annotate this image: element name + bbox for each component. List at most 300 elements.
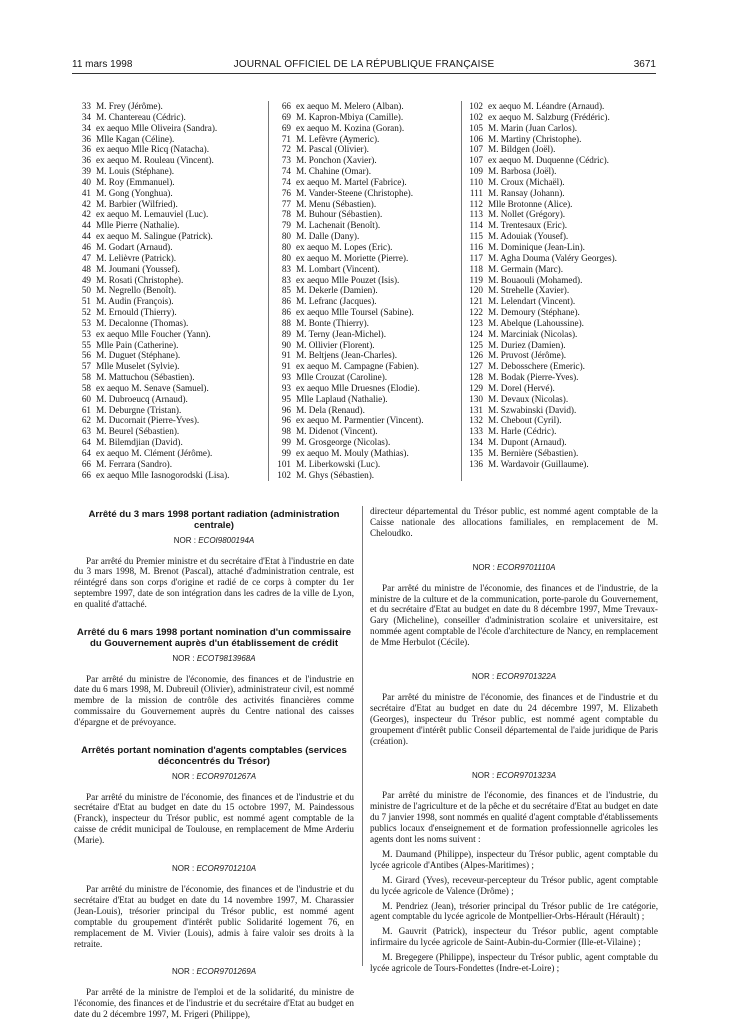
rank-number: 125 <box>469 339 483 350</box>
ranking-entry <box>466 361 662 372</box>
rank-number: 73 <box>281 155 291 166</box>
rank-number: 53 <box>81 328 91 339</box>
rank-number: 85 <box>281 285 291 296</box>
rank-number: 42 <box>81 209 91 220</box>
rank-number: 66 <box>281 101 291 111</box>
ranking-entry <box>274 296 470 307</box>
candidate-name: M. Bildgen (Joël). <box>488 144 556 155</box>
nor-reference: NOR : ECOT9813968A <box>172 653 256 663</box>
rank-number: 57 <box>81 361 91 372</box>
candidate-name: M. Vander-Steene (Christophe). <box>296 187 414 198</box>
rank-number: 119 <box>469 274 483 285</box>
ranking-entry <box>74 242 270 253</box>
ranking-entry <box>274 372 470 383</box>
rank-number: 72 <box>281 144 291 155</box>
ranking-entry <box>74 177 270 188</box>
candidate-name: M. Buhour (Sébastien). <box>296 209 383 220</box>
ranking-entry <box>466 123 662 134</box>
rank-number: 111 <box>469 187 483 198</box>
rank-number: 102 <box>277 469 291 480</box>
decree-heading-radiation: Arrêté du 3 mars 1998 portant radiation (administration centrale) <box>88 509 340 531</box>
ranking-entry <box>274 231 470 242</box>
candidate-name: M. Devaux (Nicolas). <box>488 393 569 404</box>
decree-paragraph: Par arrêté du ministre de l'économie, des finances et de l'industrie et du secrétaire d'Etat au budget en date du 14 novembre 1997, M. Charassier (Jean-Louis), trésorier principal du Trésor public, est nommé agent comptable du groupement d'intérêt public Solidarité logement 76, en remplacement de M. Vivier (Louis), admis à faire valoir ses droits à la retraite. <box>74 884 354 949</box>
ranking-entry <box>466 448 662 459</box>
agent-entry: M. Daumand (Philippe), inspecteur du Trésor public, agent comptable du lycée agricole d'Antibes (Alpes-Maritimes) ; <box>370 848 658 870</box>
rank-number: 80 <box>281 241 291 252</box>
ranking-entry <box>74 383 270 394</box>
candidate-name: M. Croux (Michaël). <box>488 176 565 187</box>
candidate-name: M. Frey (Jérôme). <box>96 101 163 111</box>
candidate-name: ex aequo M. Salzburg (Frédéric). <box>488 111 610 122</box>
candidate-name: M. Duguet (Stéphane). <box>96 350 181 361</box>
ranking-entry <box>466 437 662 448</box>
left-text-column <box>74 506 354 1024</box>
candidate-name: M. Beltjens (Jean-Charles). <box>296 350 398 361</box>
ranking-column-3 <box>466 101 662 470</box>
rank-number: 91 <box>281 361 291 372</box>
candidate-name: M. Decalonne (Thomas). <box>96 317 189 328</box>
rank-number: 80 <box>281 252 291 263</box>
rank-number: 60 <box>81 393 91 404</box>
ranking-entry <box>74 253 270 264</box>
ranking-entry <box>466 242 662 253</box>
rank-number: 95 <box>281 393 291 404</box>
candidate-name: M. Ransay (Johann). <box>488 187 565 198</box>
candidate-name: M. Dubroeucq (Arnaud). <box>96 393 188 404</box>
candidate-name: M. Roy (Emmanuel). <box>96 176 175 187</box>
ranking-entry <box>74 134 270 145</box>
ranking-entry <box>274 383 470 394</box>
candidate-name: M. Liberkowski (Luc). <box>296 458 381 469</box>
candidate-name: M. Bodak (Pierre-Yves). <box>488 372 579 383</box>
journal-title: JOURNAL OFFICIEL DE LA RÉPUBLIQUE FRANÇAISE <box>233 59 495 70</box>
rank-number: 124 <box>469 328 483 339</box>
rank-number: 47 <box>81 252 91 263</box>
decree-paragraph: directeur départemental du Trésor public, est nommé agent comptable de la Caisse nationale des allocations familiales, en remplacement de M. Cheloudko. <box>370 506 658 538</box>
candidate-name: M. Ferrara (Sandro). <box>96 458 173 469</box>
ranking-entry <box>74 188 270 199</box>
ranking-entry <box>74 405 270 416</box>
rank-number: 99 <box>281 437 291 448</box>
candidate-name: M. Dekerle (Damien). <box>296 285 378 296</box>
ranking-entry <box>74 123 270 134</box>
rank-number: 133 <box>469 426 483 437</box>
candidate-name: ex aequo M. Léandre (Arnaud). <box>488 101 605 111</box>
candidate-name: M. Ollivier (Florent). <box>296 339 375 350</box>
ranking-entry <box>466 144 662 155</box>
candidate-name: ex aequo M. Martel (Fabrice). <box>296 176 407 187</box>
candidate-name: ex aequo M. Duquenne (Cédric). <box>488 155 609 166</box>
ranking-entry <box>274 144 470 155</box>
ranking-entry <box>466 459 662 470</box>
ranking-entry <box>274 426 470 437</box>
decree-paragraph: Par arrêté du ministre de l'économie, des finances et de l'industrie, de la ministre de la culture et de la communication, porte-parole du Gouvernement, et du secrétaire d'Etat au budget en date du 8 décembre 1997, Mme Trevaux-Gary (Micheline), conseiller d'administration scolaire et universitaire, est nommée agent comptable de l'école d'architecture de Nancy, en remplacement de Mme Herbulot (Cécile). <box>370 582 658 648</box>
ranking-entry <box>274 123 470 134</box>
candidate-name: M. Dalle (Dany). <box>296 231 360 242</box>
rank-number: 40 <box>81 176 91 187</box>
decree-paragraph: Par arrêté du ministre de l'économie, des finances et de l'industrie et du secrétaire d'Etat au budget en date du 15 octobre 1997, M. Paindessous (Franck), inspecteur du Trésor public, est nommé agent comptable de la caisse de crédit municipal de Toulouse, en remplacement de Mme Arderiu (Marie). <box>74 791 354 846</box>
candidate-name: M. Pruvost (Jérôme). <box>488 350 567 361</box>
rank-number: 109 <box>469 166 483 177</box>
ranking-entry <box>274 405 470 416</box>
rank-number: 77 <box>281 198 291 209</box>
candidate-name: M. Demoury (Stéphane). <box>488 307 580 318</box>
ranking-entry <box>74 220 270 231</box>
candidate-name: M. Beurel (Sébastien). <box>96 426 180 437</box>
candidate-name: ex aequo M. Melero (Alban). <box>296 101 404 111</box>
rank-number: 136 <box>469 458 483 469</box>
ranking-entry <box>74 166 270 177</box>
ranking-entry <box>466 134 662 145</box>
rank-number: 52 <box>81 307 91 318</box>
ranking-entry <box>74 296 270 307</box>
ranking-entry <box>274 199 470 210</box>
candidate-name: M. Barbosa (Joël). <box>488 166 557 177</box>
decree-paragraph: Par arrêté de la ministre de l'emploi et de la solidarité, du ministre de l'économie, des finances et de l'industrie et du secrétaire d'Etat au budget en date du 2 décembre 1997, M. Frigeri (Philippe), <box>74 987 354 1020</box>
rank-number: 36 <box>81 144 91 155</box>
rank-number: 80 <box>281 231 291 242</box>
rank-number: 64 <box>81 448 91 458</box>
rank-number: 105 <box>469 122 483 133</box>
candidate-name: M. Ernould (Thierry). <box>96 307 177 318</box>
candidate-name: Mlle Brotonne (Alice). <box>488 198 573 209</box>
candidate-name: M. Dupont (Arnaud). <box>488 437 567 448</box>
candidate-name: M. Audin (François). <box>96 296 174 307</box>
ranking-entry <box>274 264 470 275</box>
rank-number: 101 <box>277 458 291 469</box>
rank-number: 132 <box>469 415 483 426</box>
candidate-name: M. Ghys (Sébastien). <box>296 469 375 480</box>
ranking-entry <box>74 350 270 361</box>
rank-number: 41 <box>81 187 91 198</box>
rank-number: 64 <box>81 437 91 448</box>
rank-number: 34 <box>81 122 91 133</box>
ranking-entry <box>74 394 270 405</box>
candidate-name: M. Agha Douma (Valéry Georges). <box>488 252 617 263</box>
ranking-entry <box>274 275 470 286</box>
candidate-name: ex aequo M. Campagne (Fabien). <box>296 361 419 372</box>
rank-number: 69 <box>281 122 291 133</box>
decree-paragraph: Par arrêté du ministre de l'économie, des finances et de l'industrie et du secrétaire d'Etat au budget en date du 24 décembre 1997, M. Elizabeth (Georges), inspecteur du Trésor public, est nommé agent comptable du groupement d'intérêt public Conseil départemental de l'aide juridique de Paris (création). <box>370 691 658 746</box>
rank-number: 71 <box>281 133 291 144</box>
candidate-name: M. Lelendart (Vincent). <box>488 296 576 307</box>
nor-reference: NOR : ECOR9701269A <box>171 967 257 977</box>
column-divider <box>362 506 363 966</box>
nor-reference: NOR : ECOR9701110A <box>472 562 556 572</box>
rank-number: 44 <box>81 220 91 231</box>
rank-number: 120 <box>469 285 483 296</box>
rank-number: 115 <box>469 231 483 242</box>
candidate-name: ex aequo M. Salingue (Patrick). <box>96 231 213 242</box>
candidate-name: M. Didenot (Vincent). <box>296 426 378 437</box>
ranking-entry <box>274 394 470 405</box>
candidate-name: Mlle Laplaud (Nathalie). <box>296 393 388 404</box>
rank-number: 66 <box>81 469 91 480</box>
rank-number: 116 <box>469 241 483 252</box>
candidate-name: ex aequo M. Lopes (Eric). <box>296 241 393 252</box>
ranking-entry <box>274 361 470 372</box>
candidate-name: M. Germain (Marc). <box>488 263 564 274</box>
ranking-entry <box>466 318 662 329</box>
candidate-name: M. Ponchon (Xavier). <box>296 155 377 166</box>
ranking-entry <box>274 112 470 123</box>
ranking-entry <box>74 361 270 372</box>
rank-number: 63 <box>81 426 91 437</box>
decree-heading-commissaire: Arrêté du 6 mars 1998 portant nomination d'un commissaire du Gouvernement auprès d'un établissement de crédit <box>76 627 352 649</box>
rank-number: 56 <box>81 350 91 361</box>
candidate-name: M. Martiny (Christophe). <box>488 133 582 144</box>
rank-number: 36 <box>81 155 91 166</box>
candidate-name: M. Debosschere (Emeric). <box>488 361 585 372</box>
candidate-name: Mlle Crouzat (Caroline). <box>296 372 388 383</box>
candidate-name: M. Duriez (Damien). <box>488 339 566 350</box>
rank-number: 55 <box>81 339 91 350</box>
rank-number: 86 <box>281 296 291 307</box>
rank-number: 93 <box>281 382 291 393</box>
candidate-name: M. Marin (Juan Carlos). <box>488 122 578 133</box>
ranking-entry <box>274 242 470 253</box>
rank-number: 131 <box>469 404 483 415</box>
ranking-entry <box>466 383 662 394</box>
ranking-entry <box>274 350 470 361</box>
candidate-name: M. Dorel (Hervé). <box>488 382 555 393</box>
candidate-name: ex aequo M. Mouly (Mathias). <box>296 448 409 458</box>
rank-number: 127 <box>469 361 483 372</box>
rank-number: 53 <box>81 317 91 328</box>
candidate-name: M. Abelque (Lahoussine). <box>488 317 584 328</box>
rank-number: 134 <box>469 437 483 448</box>
candidate-name: M. Lombart (Vincent). <box>296 263 380 274</box>
candidate-name: M. Barbier (Wilfried). <box>96 198 178 209</box>
candidate-name: ex aequo M. Rouleau (Vincent). <box>96 155 214 166</box>
right-text-column <box>370 506 658 978</box>
candidate-name: ex aequo M. Clément (Jérôme). <box>96 448 213 458</box>
rank-number: 74 <box>281 166 291 177</box>
rank-number: 117 <box>469 252 483 263</box>
candidate-name: M. Menu (Sébastien). <box>296 198 377 209</box>
ranking-entry <box>466 340 662 351</box>
candidate-name: M. Wardavoir (Guillaume). <box>488 458 589 469</box>
column-divider <box>268 101 269 481</box>
rank-number: 76 <box>281 187 291 198</box>
rank-number: 91 <box>281 350 291 361</box>
rank-number: 89 <box>281 328 291 339</box>
ranking-entry <box>74 318 270 329</box>
candidate-name: M. Lefranc (Jacques). <box>296 296 377 307</box>
candidate-name: M. Chebout (Cyril). <box>488 415 562 426</box>
rank-number: 83 <box>281 274 291 285</box>
rank-number: 102 <box>469 101 483 111</box>
page-number: 3671 <box>633 59 656 70</box>
rank-number: 49 <box>81 274 91 285</box>
candidate-name: ex aequo Mlle Oliveira (Sandra). <box>96 122 218 133</box>
rank-number: 74 <box>281 176 291 187</box>
candidate-name: M. Bernière (Sébastien). <box>488 448 579 458</box>
candidate-name: M. Rosati (Christophe). <box>96 274 184 285</box>
candidate-name: M. Chahine (Omar). <box>296 166 372 177</box>
rank-number: 123 <box>469 317 483 328</box>
rank-number: 69 <box>281 111 291 122</box>
ranking-entry <box>74 199 270 210</box>
decree-paragraph: Par arrêté du Premier ministre et du secrétaire d'Etat à l'industrie en date du 3 mars 1998, M. Brenot (Pascal), attaché d'administration centrale, est réintégré dans son corps d'origine et radié de ce corps à compter du 1er septembre 1997, date de son intégration dans les cadres de la ville de Lyon, en qualité d'attaché. <box>74 555 354 610</box>
ranking-entry <box>466 188 662 199</box>
agent-entry: M. Gauvrit (Patrick), inspecteur du Trésor public, agent comptable infirmaire du lycée agricole de Saint-Aubin-du-Cormier (Ille-et-Vilaine) ; <box>370 926 658 948</box>
ranking-entry <box>466 394 662 405</box>
ranking-entry <box>466 166 662 177</box>
rank-number: 58 <box>81 372 91 383</box>
ranking-entry <box>274 329 470 340</box>
rank-number: 58 <box>81 382 91 393</box>
ranking-entry <box>74 101 270 112</box>
ranking-column-2 <box>274 101 470 481</box>
rank-number: 66 <box>81 458 91 469</box>
candidate-name: ex aequo Mlle Druesnes (Elodie). <box>296 382 420 393</box>
candidate-name: M. Bonte (Thierry). <box>296 317 369 328</box>
nor-reference: NOR : ECOR9701322A <box>471 672 557 682</box>
ranking-entry <box>466 177 662 188</box>
rank-number: 107 <box>469 155 483 166</box>
ranking-entry <box>466 101 662 112</box>
candidate-name: ex aequo Mlle Iasnogorodski (Lisa). <box>96 469 230 480</box>
ranking-entry <box>74 470 270 481</box>
ranking-entry <box>466 426 662 437</box>
rank-number: 83 <box>281 263 291 274</box>
rank-number: 99 <box>281 448 291 458</box>
nor-reference: NOR : ECOR9701210A <box>171 864 257 874</box>
ranking-entry <box>74 329 270 340</box>
rank-number: 118 <box>469 263 483 274</box>
ranking-entry <box>74 340 270 351</box>
candidate-name: M. Godart (Arnaud). <box>96 241 173 252</box>
ranking-entry <box>274 155 470 166</box>
candidate-name: M. Ducornait (Pierre-Yves). <box>96 415 200 426</box>
candidate-name: M. Negrello (Benoît). <box>96 285 177 296</box>
candidate-name: M. Grosgeorge (Nicolas). <box>296 437 391 448</box>
rank-number: 61 <box>81 404 91 415</box>
rank-number: 129 <box>469 382 483 393</box>
candidate-name: M. Strehelle (Xavier). <box>488 285 570 296</box>
rank-number: 88 <box>281 317 291 328</box>
candidate-name: M. Joumani (Youssef). <box>96 263 180 274</box>
candidate-name: ex aequo Mlle Ricq (Natacha). <box>96 144 210 155</box>
ranking-entry <box>466 415 662 426</box>
rank-number: 135 <box>469 448 483 458</box>
rank-number: 62 <box>81 415 91 426</box>
ranking-entry <box>466 285 662 296</box>
candidate-name: M. Chantereau (Cédric). <box>96 111 186 122</box>
rank-number: 39 <box>81 166 91 177</box>
ranking-entry <box>466 275 662 286</box>
ranking-entry <box>274 340 470 351</box>
ranking-entry <box>74 275 270 286</box>
ranking-entry <box>274 166 470 177</box>
rank-number: 50 <box>81 285 91 296</box>
candidate-name: M. Trentesaux (Eric). <box>488 220 568 231</box>
candidate-name: M. Kapron-Mbiya (Camille). <box>296 111 404 122</box>
ranking-entry <box>74 448 270 459</box>
candidate-name: ex aequo Mlle Foucher (Yann). <box>96 328 211 339</box>
issue-date: 11 mars 1998 <box>72 59 133 70</box>
candidate-name: M. Deburgne (Tristan). <box>96 404 182 415</box>
rank-number: 113 <box>469 209 483 220</box>
candidate-name: M. Lachenait (Benoît). <box>296 220 381 231</box>
decree-paragraph: Par arrêté du ministre de l'économie, des finances et de l'industrie en date du 6 mars 1998, M. Dubreuil (Olivier), administrateur civil, est nommé membre de la mission de contrôle des activités financières comme commissaire du Gouvernement auprès du Centre national des caisses d'épargne et de prévoyance. <box>74 673 354 728</box>
ranking-entry <box>466 405 662 416</box>
ranking-entry <box>274 101 470 112</box>
ranking-entry <box>274 285 470 296</box>
ranking-entry <box>74 264 270 275</box>
rank-number: 78 <box>281 209 291 220</box>
ranking-entry <box>74 231 270 242</box>
rank-number: 122 <box>469 307 483 318</box>
ranking-entry <box>466 350 662 361</box>
agent-entry: M. Bregegere (Philippe), inspecteur du Trésor public, agent comptable du lycée agricole de Tours-Fondettes (Indre-et-Loire) ; <box>370 952 658 974</box>
candidate-name: M. Gong (Yonghua). <box>96 187 173 198</box>
candidate-name: M. Harle (Cédric). <box>488 426 557 437</box>
candidate-name: M. Szwabinski (David). <box>488 404 577 415</box>
ranking-entry <box>466 112 662 123</box>
candidate-name: ex aequo M. Lemauviel (Luc). <box>96 209 209 220</box>
candidate-name: ex aequo M. Parmentier (Vincent). <box>296 415 424 426</box>
agent-entry: M. Pendriez (Jean), trésorier principal du Trésor public de 1re catégorie, agent comptable du lycée agricole de Montpellier-Orbs-Hérault (Hérault) ; <box>370 900 658 922</box>
ranking-entry <box>74 285 270 296</box>
nor-reference: NOR : ECOR9701323A <box>471 770 557 780</box>
nor-reference: NOR : ECOR9701267A <box>171 771 257 781</box>
candidate-name: M. Lelièvre (Patrick). <box>96 252 177 263</box>
candidate-name: Mlle Pain (Catherine). <box>96 339 179 350</box>
candidate-name: ex aequo M. Moriette (Pierre). <box>296 252 409 263</box>
ranking-entry <box>274 470 470 481</box>
ranking-entry <box>466 220 662 231</box>
rank-number: 130 <box>469 393 483 404</box>
ranking-column-1 <box>74 101 270 481</box>
ranking-entry <box>74 307 270 318</box>
ranking-entry <box>466 329 662 340</box>
ranking-entry <box>74 372 270 383</box>
ranking-entry <box>466 264 662 275</box>
candidate-name: M. Nollet (Grégory). <box>488 209 566 220</box>
rank-number: 48 <box>81 263 91 274</box>
rank-number: 114 <box>469 220 483 231</box>
column-divider <box>461 101 462 481</box>
decree-heading-agents-comptables: Arrêtés portant nomination d'agents comptables (services déconcentrés du Trésor) <box>81 745 347 767</box>
ranking-entry <box>466 209 662 220</box>
candidate-name: Mlle Muselet (Sylvie). <box>96 361 180 372</box>
ranking-entry <box>466 199 662 210</box>
rank-number: 112 <box>469 198 483 209</box>
ranking-entry <box>466 307 662 318</box>
ranking-entry <box>74 112 270 123</box>
ranking-entry <box>466 231 662 242</box>
candidate-name: M. Dominique (Jean-Lin). <box>488 241 585 252</box>
ranking-entry <box>74 155 270 166</box>
ranking-entry <box>274 307 470 318</box>
rank-number: 44 <box>81 231 91 242</box>
rank-number: 128 <box>469 372 483 383</box>
candidate-name: M. Adouiak (Yousef). <box>488 231 569 242</box>
ranking-entry <box>274 253 470 264</box>
candidate-name: ex aequo M. Kozina (Goran). <box>296 122 405 133</box>
ranking-entry <box>274 415 470 426</box>
ranking-entry <box>466 372 662 383</box>
candidate-name: Mlle Kagan (Céline). <box>96 133 175 144</box>
decree-paragraph: Par arrêté du ministre de l'économie, des finances et de l'industrie, du ministre de l'agriculture et de la pêche et du secrétaire d'Etat au budget en date du 7 janvier 1998, sont nommés en qualité d'agent comptable d'établissements publics locaux d'enseignement et de formation professionnelle agricoles les agents dont les noms suivent : <box>370 790 658 845</box>
ranking-entry <box>74 209 270 220</box>
ranking-entry <box>274 177 470 188</box>
rank-number: 106 <box>469 133 483 144</box>
rank-number: 93 <box>281 372 291 383</box>
